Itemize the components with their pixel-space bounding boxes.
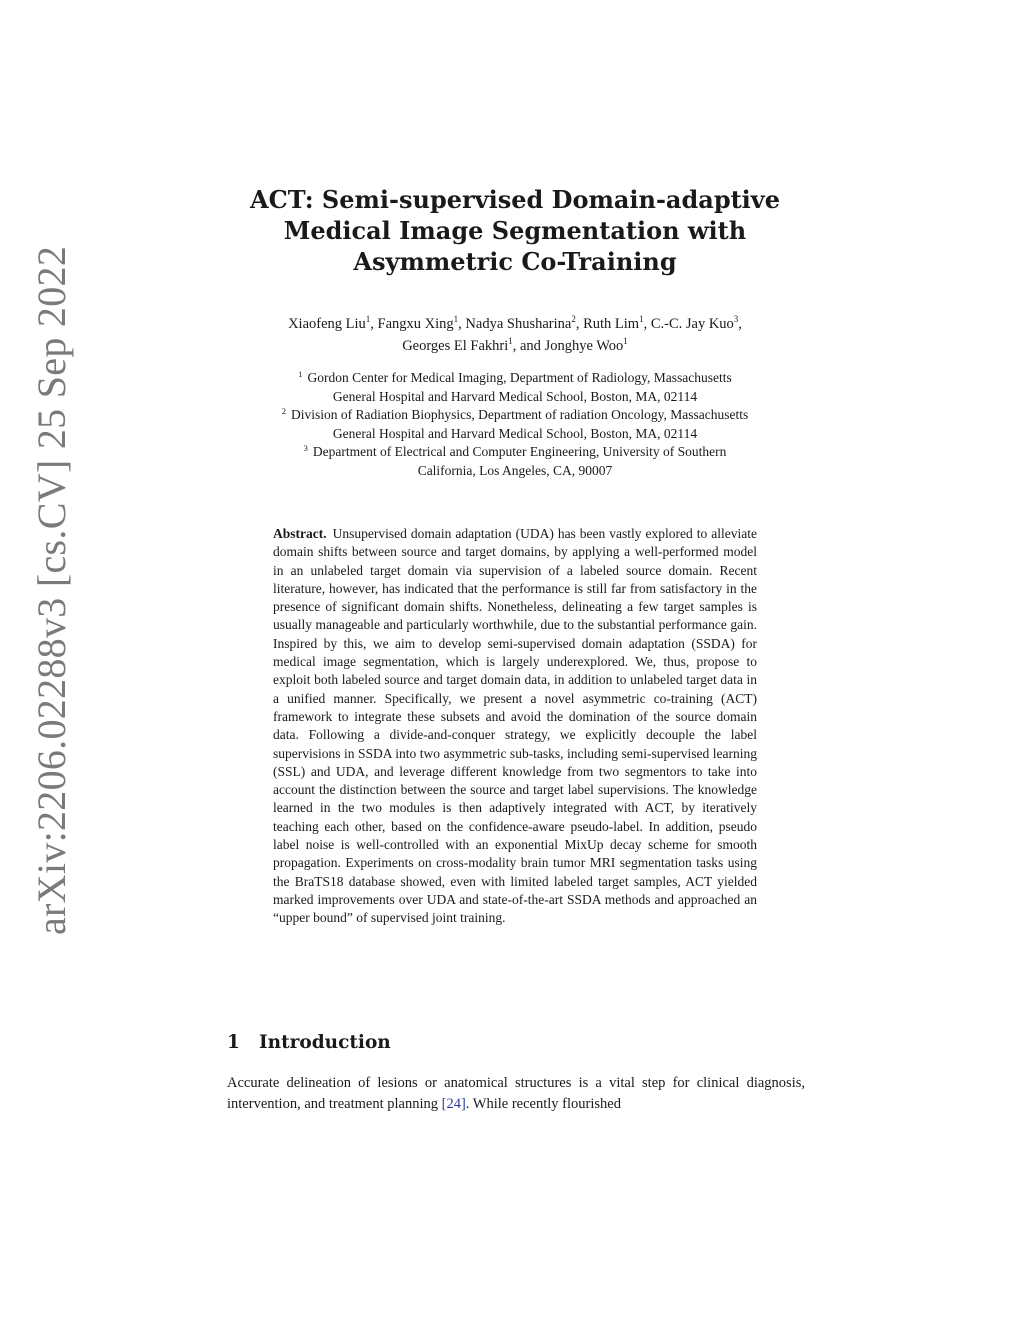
affiliation: $^1$ Gordon Center for Medical Imaging, Department of Radiology, Massachusetts: [298, 369, 732, 385]
affiliation-mark: 1: [453, 314, 459, 324]
affiliation-mark: 2: [571, 314, 576, 324]
section-title: Introduction: [259, 1032, 391, 1053]
abstract: [273, 525, 757, 928]
affiliation-mark: 1: [623, 336, 628, 346]
author-name: Xiaofeng Liu: [288, 316, 366, 332]
author-name: Georges El Fakhri: [402, 338, 509, 354]
author-name: Jonghye Woo: [544, 338, 624, 354]
affiliation-mark: 1: [508, 336, 513, 346]
author-list: Xiaofeng Liu$^1$, Fangxu Xing$^1$, Nadya Shusharina$^2$, Ruth Lim$^1$, C.-C. Jay Kuo$^3$, Georges El Fakhri$^1$, and Jonghye Woo$^1$: [288, 314, 742, 354]
intro-paragraph: Accurate delineation of lesions or anatomical structures is a vital step for clinical diagnosis, intervention, and treatment planning [24]. While recently flourished: [227, 1075, 805, 1112]
arxiv-identifier: arXiv:2206.02288v3 [cs.CV] 25 Sep 2022: [29, 245, 74, 935]
author-name: Fangxu Xing: [377, 316, 454, 332]
affiliation-mark: 3: [733, 314, 739, 324]
affiliation-mark: 1: [365, 314, 371, 324]
affiliation: $^3$ Department of Electrical and Computer Engineering, University of Southern: [303, 443, 727, 459]
affiliation-list: [212, 369, 818, 480]
author-name: Ruth Lim: [583, 316, 640, 332]
affiliation: $^2$ Division of Radiation Biophysics, Department of radiation Oncology, Massachusetts: [281, 406, 749, 422]
section-heading: [227, 1032, 391, 1053]
affiliation-continued: General Hospital and Harvard Medical School, Boston, MA, 02114: [332, 425, 698, 441]
author-name: C.-C. Jay Kuo: [650, 316, 734, 332]
affiliation-mark: 1: [639, 314, 644, 324]
affiliation-continued: General Hospital and Harvard Medical School, Boston, MA, 02114: [332, 388, 698, 404]
abstract-label: Abstract.: [273, 526, 327, 541]
paper-title: ACT: Semi-supervised Domain-adaptive Medical Image Segmentation with Asymmetric Co-Training: [249, 185, 781, 276]
abstract-text: Unsupervised domain adaptation (UDA) has been vastly explored to alleviate domain shifts between source and target domains, by applying a well-performed model in an unlabeled target domain via supervision of a labeled source domain. Recent literature, however, has indicated that the performance is still far from satisfactory in the presence of significant domain shifts. Nonetheless, delineating a few target samples is usually manageable and particularly worthwhile, due to the substantial performance gain. Inspired by this, we aim to develop semi-supervised domain adaptation (SSDA) for medical image segmentation, which is largely underexplored. We, thus, propose to exploit both labeled source and target domain data, in addition to unlabeled target data in a unified manner. Specifically, we present a novel asymmetric co-training (ACT) framework to integrate these subsets and avoid the domination of the source domain data. Following a divide-and-conquer strategy, we explicitly decouple the label supervisions in SSDA into two asymmetric sub-tasks, including semi-supervised learning (SSL) and UDA, and leverage different knowledge from two segmentors to take into account the distinction between the source and target label supervisions. The knowledge learned in the two modules is then adaptively integrated with ACT, by iteratively teaching each other, based on the confidence-aware pseudo-label. In addition, pseudo label noise is well-controlled with an exponential MixUp decay scheme for smooth propagation. Experiments on cross-modality brain tumor MRI segmentation tasks using the BraTS18 database showed, even with limited labeled target samples, ACT yielded marked improvements over UDA and state-of-the-art SSDA methods and approached an “upper bound” of supervised joint training.: [273, 526, 757, 926]
section-number: 1: [227, 1032, 240, 1053]
author-name: Nadya Shusharina: [465, 316, 572, 332]
affiliation-continued: California, Los Angeles, CA, 90007: [417, 462, 613, 478]
citation-link[interactable]: [24]: [441, 1096, 466, 1112]
